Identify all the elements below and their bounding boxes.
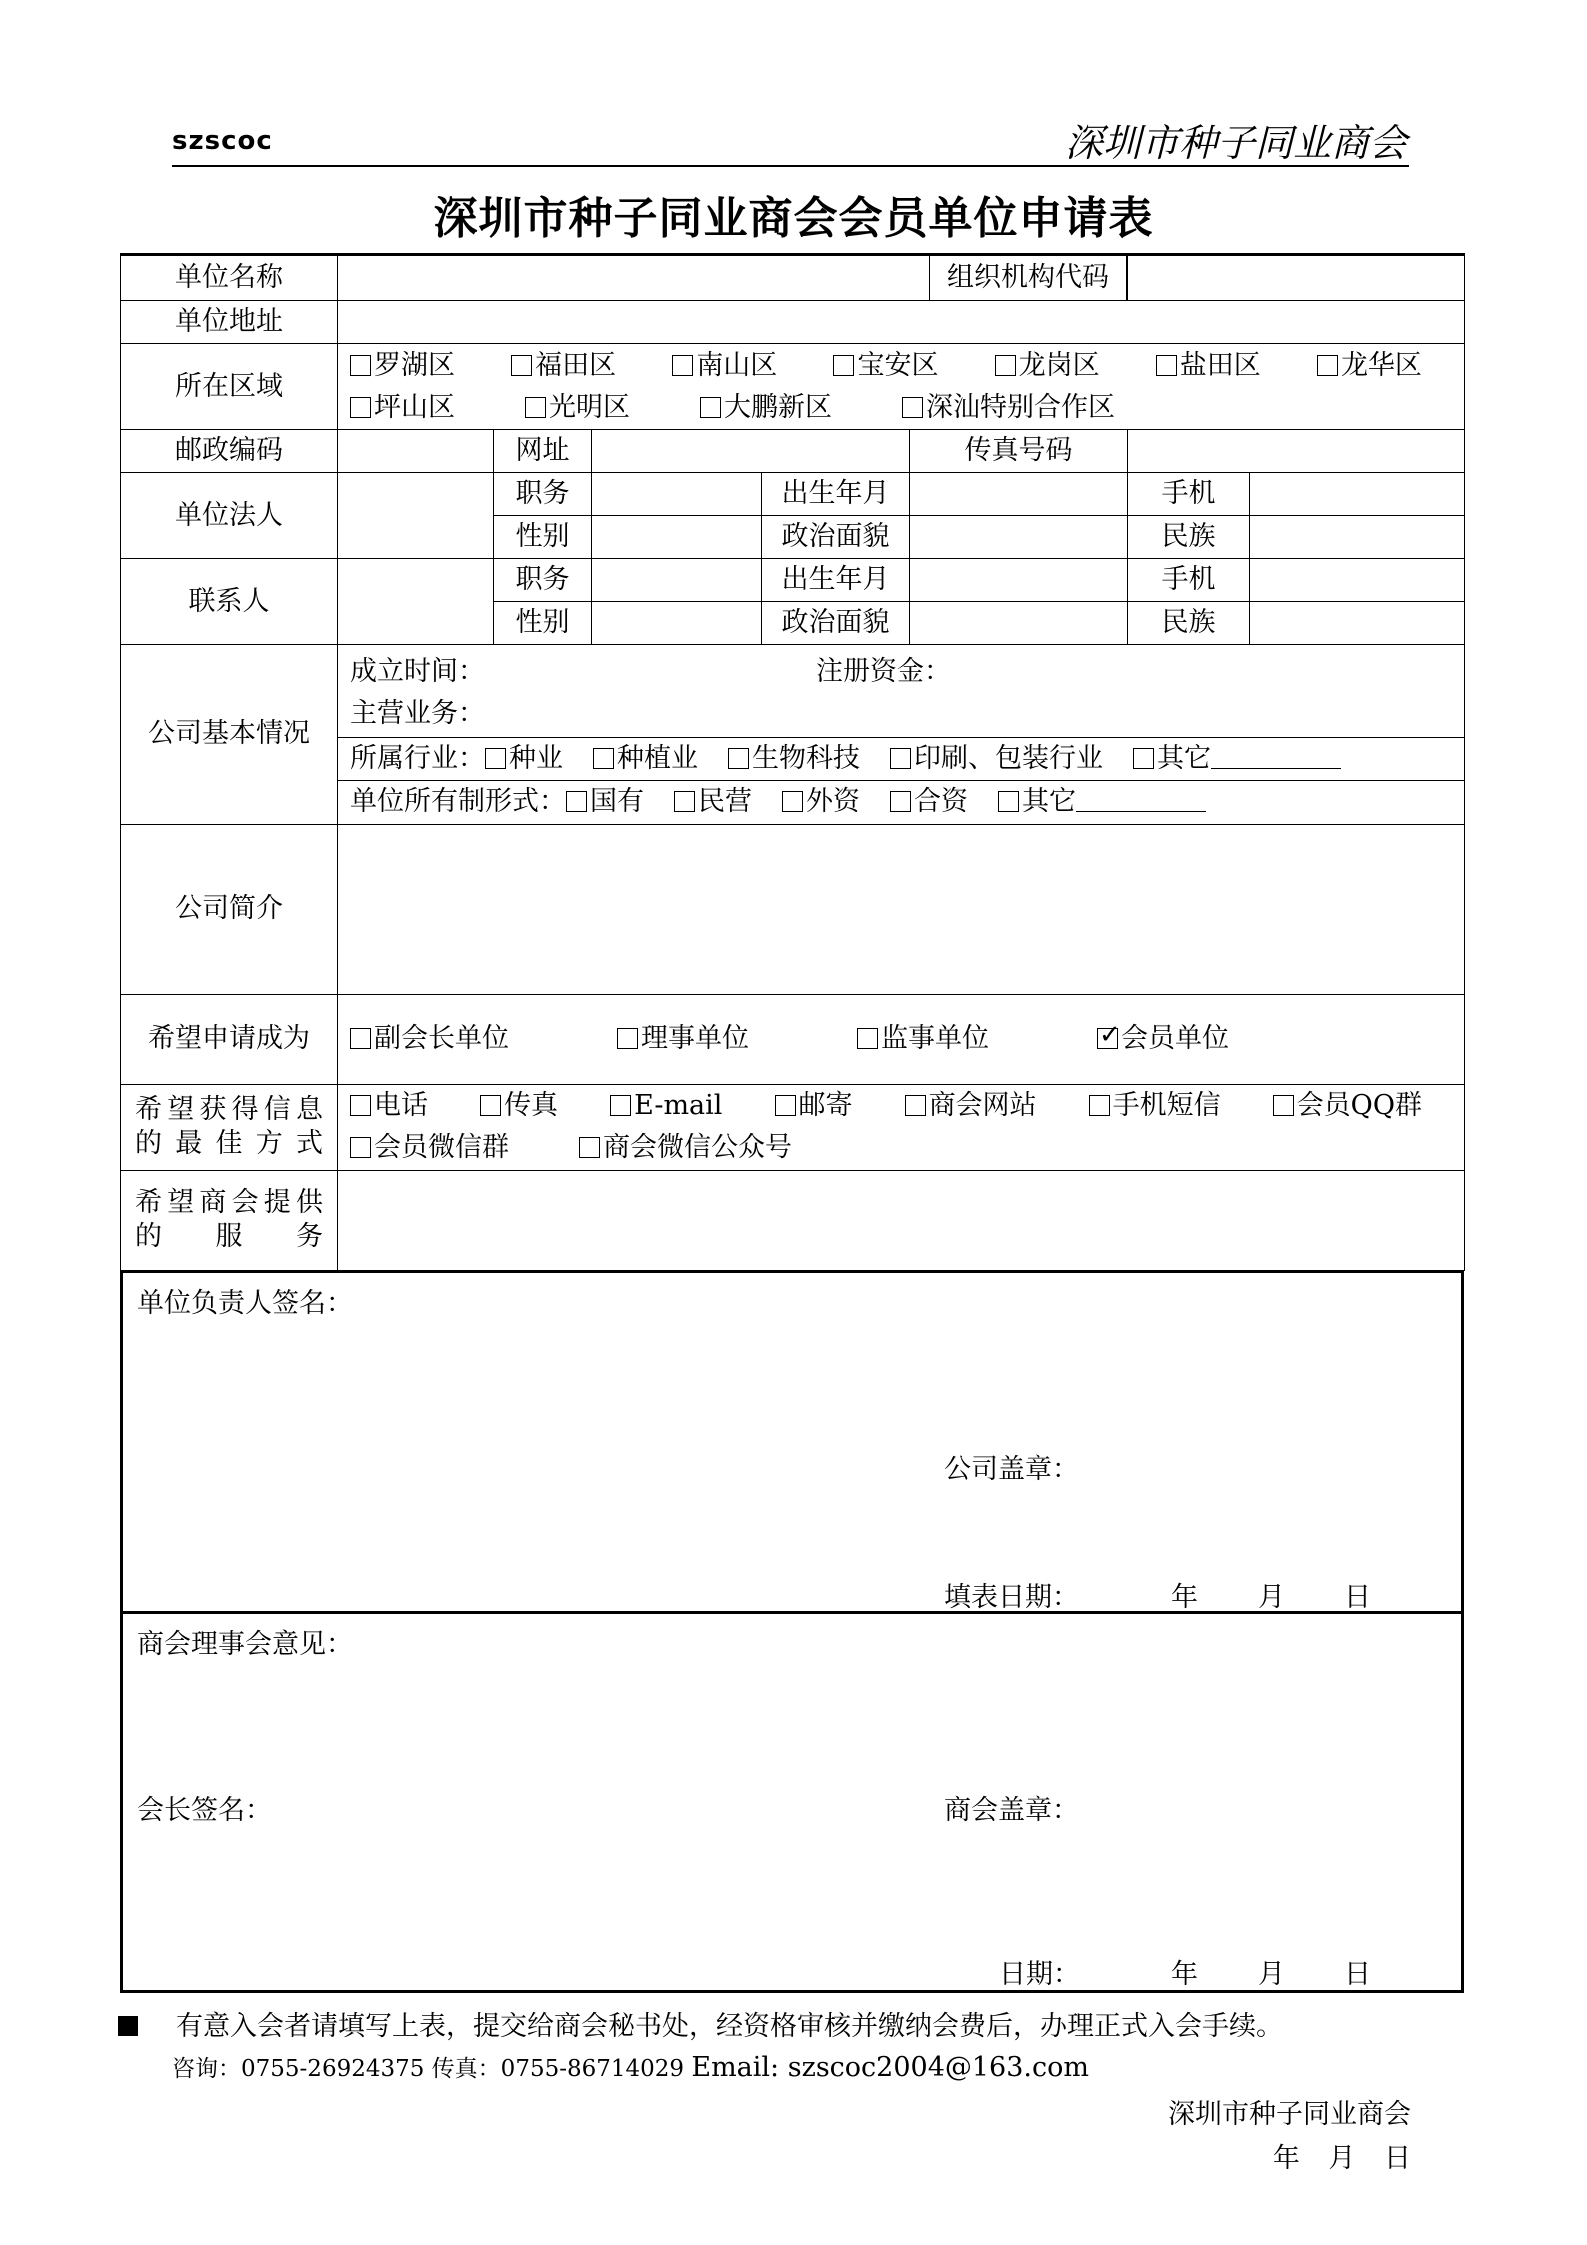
region-checkbox-5-label: 盐田区 xyxy=(1179,349,1261,381)
contact-name-field[interactable] xyxy=(338,559,494,645)
website-field[interactable] xyxy=(592,430,910,473)
region-checkbox-b-3-label: 深汕特别合作区 xyxy=(926,391,1115,423)
ownership-checkbox-3[interactable] xyxy=(890,785,968,819)
legal-rep-birth-field[interactable] xyxy=(910,473,1128,516)
contact-gender-field[interactable] xyxy=(592,602,762,645)
industry-checkbox-4-label: 其它 xyxy=(1157,743,1211,775)
channel-checkbox-3-label: 邮寄 xyxy=(798,1090,853,1121)
company-seal-label[interactable]: 公司盖章： xyxy=(944,1454,1079,1485)
checkbox-icon[interactable] xyxy=(350,397,371,418)
region-checkbox-1-label: 福田区 xyxy=(535,349,617,381)
other-blank-field[interactable] xyxy=(1076,789,1206,812)
region-options xyxy=(338,344,1465,430)
channel-checkbox-6[interactable] xyxy=(1273,1085,1422,1127)
checkbox-icon[interactable] xyxy=(1097,1028,1118,1049)
apply-checkbox-1[interactable] xyxy=(617,1022,749,1056)
checkbox-icon[interactable] xyxy=(1133,748,1154,769)
footer-contact xyxy=(172,2050,1089,2083)
label-postal: 邮政编码 xyxy=(121,430,338,473)
industry-checkbox-0[interactable] xyxy=(485,742,563,776)
label-gender: 性别 xyxy=(494,602,592,645)
label-apply-as: 希望申请成为 xyxy=(121,994,338,1084)
signature-section xyxy=(120,1270,1464,1614)
region-checkbox-2-label: 南山区 xyxy=(696,349,778,381)
ownership-checkbox-0-label: 国有 xyxy=(590,786,644,818)
apply-checkbox-3-label: 会员单位 xyxy=(1121,1023,1229,1055)
checkbox-icon[interactable] xyxy=(1089,1095,1110,1116)
checkbox-icon[interactable] xyxy=(593,748,614,769)
label-website: 网址 xyxy=(494,430,592,473)
application-form-table xyxy=(120,253,1465,1271)
label-org-code: 组织机构代码 xyxy=(929,256,1127,300)
label-region: 所在区域 xyxy=(121,344,338,430)
ownership-checkbox-4-label: 其它 xyxy=(1022,786,1076,818)
label-unit-name: 单位名称 xyxy=(121,255,338,301)
industry-checkbox-4[interactable] xyxy=(1133,742,1341,776)
leader-sign-label[interactable]: 单位负责人签名： xyxy=(137,1288,353,1319)
ownership-checkbox-2[interactable] xyxy=(782,785,860,819)
services-field[interactable] xyxy=(338,1170,1465,1270)
checkbox-icon[interactable] xyxy=(1317,355,1338,376)
checkbox-icon[interactable] xyxy=(700,397,721,418)
checkbox-icon[interactable] xyxy=(525,397,546,418)
checkbox-icon[interactable] xyxy=(480,1095,501,1116)
contact-mobile-field[interactable] xyxy=(1250,559,1465,602)
checkbox-icon[interactable] xyxy=(1156,355,1177,376)
checkbox-icon[interactable] xyxy=(890,791,911,812)
header-org-name: 深圳市种子同业商会 xyxy=(1064,121,1407,165)
footer-org: 深圳市种子同业商会 xyxy=(1168,2099,1411,2130)
region-checkbox-1[interactable] xyxy=(511,345,616,387)
ownership-checkbox-4[interactable] xyxy=(998,785,1206,819)
region-checkbox-b-1[interactable] xyxy=(525,387,630,429)
other-blank-field[interactable] xyxy=(1211,746,1341,769)
industry-checkbox-1-label: 种植业 xyxy=(617,743,698,775)
president-sign-label[interactable]: 会长签名： xyxy=(137,1795,272,1826)
checkbox-icon[interactable] xyxy=(890,748,911,769)
label-mobile: 手机 xyxy=(1128,559,1250,602)
label-services: 希望商会提供的服务 xyxy=(121,1170,338,1270)
checkbox-icon[interactable] xyxy=(674,791,695,812)
apply-checkbox-0-label: 副会长单位 xyxy=(374,1023,509,1055)
checkbox-icon[interactable] xyxy=(672,355,693,376)
council-date-day: 日 xyxy=(1344,1959,1371,1990)
channel-checkbox-b-1-label: 商会微信公众号 xyxy=(603,1132,792,1163)
label-ethnicity: 民族 xyxy=(1128,602,1250,645)
region-checkbox-b-1-label: 光明区 xyxy=(549,391,630,423)
bullet-square-icon xyxy=(118,2016,138,2036)
postal-field[interactable] xyxy=(338,430,494,473)
unit-name-field[interactable] xyxy=(338,256,929,300)
region-checkbox-2[interactable] xyxy=(672,345,777,387)
channel-checkbox-b-0[interactable] xyxy=(350,1127,509,1169)
industry-checkbox-1[interactable] xyxy=(593,742,698,776)
footer-email: Email: szscoc2004@163.com xyxy=(691,2052,1089,2083)
ownership-checkbox-0[interactable] xyxy=(566,785,644,819)
label-legal-rep: 单位法人 xyxy=(121,473,338,559)
label-info-channel: 希望获得信息的最佳方式 xyxy=(121,1084,338,1170)
contact-ethnicity-field[interactable] xyxy=(1250,602,1465,645)
ownership-checkbox-1-label: 民营 xyxy=(698,786,752,818)
checkbox-icon[interactable] xyxy=(350,1095,371,1116)
channel-checkbox-6-label: 会员QQ群 xyxy=(1296,1090,1422,1121)
contact-birth-field[interactable] xyxy=(910,559,1128,602)
label-fax: 传真号码 xyxy=(910,430,1128,473)
channel-checkbox-0[interactable] xyxy=(350,1085,428,1127)
checkbox-icon[interactable] xyxy=(905,1095,926,1116)
capital-field[interactable]: 注册资金： xyxy=(816,656,951,687)
checkbox-icon[interactable] xyxy=(833,355,854,376)
org-code-field[interactable] xyxy=(1128,255,1465,301)
header-abbrev: szscoc xyxy=(172,126,273,156)
apply-checkbox-0[interactable] xyxy=(350,1022,509,1056)
checkbox-icon[interactable] xyxy=(1273,1095,1294,1116)
apply-checkbox-2-label: 监事单位 xyxy=(881,1023,989,1055)
region-checkbox-b-0-label: 坪山区 xyxy=(374,391,455,423)
footer-note xyxy=(118,2004,1283,2043)
checkbox-icon[interactable] xyxy=(350,1137,371,1158)
region-checkbox-3[interactable] xyxy=(833,345,938,387)
checkbox-icon[interactable] xyxy=(775,1095,796,1116)
region-checkbox-4[interactable] xyxy=(995,345,1100,387)
basic-info-block xyxy=(338,645,1465,825)
industry-checkbox-3-label: 印刷、包装行业 xyxy=(914,743,1103,775)
footer-phone-fax: 咨询：0755-26924375 传真：0755-86714029 xyxy=(172,2056,685,2082)
checkbox-icon[interactable] xyxy=(728,748,749,769)
channel-checkbox-2[interactable] xyxy=(610,1085,722,1127)
region-checkbox-6-label: 龙华区 xyxy=(1340,349,1422,381)
region-checkbox-0-label: 罗湖区 xyxy=(374,349,455,381)
region-checkbox-b-3[interactable] xyxy=(902,387,1115,429)
channel-checkbox-3[interactable] xyxy=(775,1085,853,1127)
footer-note-text: 有意入会者请填写上表，提交给商会秘书处，经资格审核并缴纳会费后，办理正式入会手续。 xyxy=(176,2011,1283,2042)
industry-checkbox-2[interactable] xyxy=(728,742,860,776)
contact-position-field[interactable] xyxy=(592,559,762,602)
industry-checkbox-2-label: 生物科技 xyxy=(752,743,860,775)
council-date-label[interactable]: 日期： xyxy=(999,1959,1080,1990)
legal-rep-name-field[interactable] xyxy=(338,473,494,559)
chamber-seal-label[interactable]: 商会盖章： xyxy=(944,1795,1079,1826)
legal-rep-mobile-field[interactable] xyxy=(1250,473,1465,516)
channel-checkbox-1-label: 传真 xyxy=(504,1090,559,1121)
channel-checkbox-b-1[interactable] xyxy=(579,1127,792,1169)
checkbox-icon[interactable] xyxy=(350,1028,371,1049)
label-birth: 出生年月 xyxy=(762,559,910,602)
fill-date-month: 月 xyxy=(1258,1582,1285,1613)
checkbox-icon[interactable] xyxy=(995,355,1016,376)
channel-checkbox-4-label: 商会网站 xyxy=(928,1090,1037,1121)
fill-date-year: 年 xyxy=(1171,1582,1198,1613)
fill-date-label[interactable]: 填表日期： xyxy=(944,1582,1079,1613)
council-opinion-label[interactable]: 商会理事会意见： xyxy=(137,1629,353,1660)
checkbox-icon[interactable] xyxy=(782,791,803,812)
label-address: 单位地址 xyxy=(121,301,338,344)
label-position: 职务 xyxy=(494,559,592,602)
page-title: 深圳市种子同业商会会员单位申请表 xyxy=(433,193,1154,244)
checkbox-icon[interactable] xyxy=(902,397,923,418)
ownership-checkbox-2-label: 外资 xyxy=(806,786,860,818)
council-date-month: 月 xyxy=(1258,1959,1285,1990)
legal-rep-gender-field[interactable] xyxy=(592,516,762,559)
checkbox-icon[interactable] xyxy=(998,791,1019,812)
label-mobile: 手机 xyxy=(1128,473,1250,516)
label-gender: 性别 xyxy=(494,516,592,559)
channel-checkbox-b-0-label: 会员微信群 xyxy=(374,1132,509,1163)
region-checkbox-b-0[interactable] xyxy=(350,387,455,429)
industry-row xyxy=(338,738,1464,781)
label-ownership: 单位所有制形式： xyxy=(350,786,566,818)
legal-rep-ethnicity-field[interactable] xyxy=(1250,516,1465,559)
contact-politics-field[interactable] xyxy=(910,602,1128,645)
region-checkbox-b-2[interactable] xyxy=(700,387,832,429)
region-checkbox-0[interactable] xyxy=(350,345,455,387)
business-field[interactable]: 主营业务： xyxy=(350,698,485,729)
channel-checkbox-0-label: 电话 xyxy=(374,1090,428,1121)
founded-field[interactable]: 成立时间： xyxy=(350,656,485,687)
label-contact: 联系人 xyxy=(121,559,338,645)
checkbox-icon[interactable] xyxy=(350,355,371,376)
label-birth: 出生年月 xyxy=(762,473,910,516)
channel-options xyxy=(338,1084,1465,1170)
label-basic-info: 公司基本情况 xyxy=(121,645,338,825)
ownership-checkbox-1[interactable] xyxy=(674,785,752,819)
apply-checkbox-1-label: 理事单位 xyxy=(641,1023,749,1055)
legal-rep-politics-field[interactable] xyxy=(910,516,1128,559)
apply-checkbox-3[interactable] xyxy=(1097,1022,1229,1056)
council-date-year: 年 xyxy=(1171,1959,1198,1990)
council-section xyxy=(120,1611,1464,1993)
intro-field[interactable] xyxy=(338,824,1465,994)
legal-rep-position-field[interactable] xyxy=(592,473,762,516)
label-industry: 所属行业： xyxy=(350,743,485,775)
checkbox-icon[interactable] xyxy=(566,791,587,812)
checkbox-icon[interactable] xyxy=(579,1137,600,1158)
channel-checkbox-2-label: E-mail xyxy=(634,1090,723,1121)
label-politics: 政治面貌 xyxy=(762,602,910,645)
industry-checkbox-0-label: 种业 xyxy=(509,743,563,775)
label-politics: 政治面貌 xyxy=(762,516,910,559)
region-checkbox-6[interactable] xyxy=(1317,345,1422,387)
apply-checkbox-2[interactable] xyxy=(857,1022,989,1056)
region-checkbox-5[interactable] xyxy=(1156,345,1261,387)
ownership-row xyxy=(338,781,1464,824)
region-checkbox-3-label: 宝安区 xyxy=(857,349,939,381)
checkbox-icon[interactable] xyxy=(511,355,532,376)
checkbox-icon[interactable] xyxy=(485,748,506,769)
label-position: 职务 xyxy=(494,473,592,516)
address-field[interactable] xyxy=(338,301,1465,344)
fax-field[interactable] xyxy=(1128,430,1465,473)
label-ethnicity: 民族 xyxy=(1128,516,1250,559)
region-checkbox-b-2-label: 大鹏新区 xyxy=(724,391,832,423)
apply-options xyxy=(338,994,1465,1084)
region-checkbox-4-label: 龙岗区 xyxy=(1018,349,1100,381)
checkbox-icon[interactable] xyxy=(617,1028,638,1049)
footer-date: 年 月 日 xyxy=(1272,2143,1411,2174)
channel-checkbox-5[interactable] xyxy=(1089,1085,1221,1127)
ownership-checkbox-3-label: 合资 xyxy=(914,786,968,818)
channel-checkbox-4[interactable] xyxy=(905,1085,1037,1127)
header-rule xyxy=(172,165,1409,167)
checkbox-icon[interactable] xyxy=(610,1095,631,1116)
channel-checkbox-5-label: 手机短信 xyxy=(1112,1090,1221,1121)
industry-checkbox-3[interactable] xyxy=(890,742,1103,776)
fill-date-day: 日 xyxy=(1344,1582,1371,1613)
checkbox-icon[interactable] xyxy=(857,1028,878,1049)
label-intro: 公司简介 xyxy=(121,824,338,994)
channel-checkbox-1[interactable] xyxy=(480,1085,558,1127)
